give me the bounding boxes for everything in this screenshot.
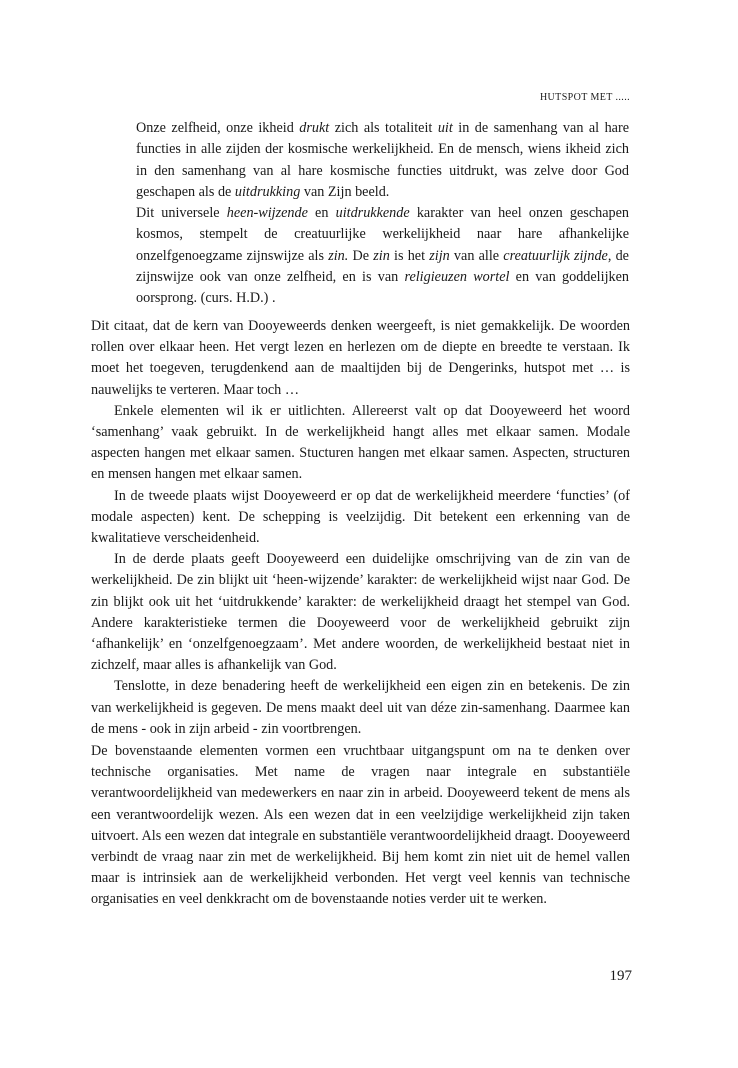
italic-emphasis: religieuzen wortel [404, 269, 510, 286]
italic-emphasis: uitdrukking [234, 183, 301, 200]
italic-emphasis: uitdrukkende [335, 205, 410, 222]
italic-emphasis: zijn [429, 247, 450, 264]
running-header: HUTSPOT MET ..... [539, 92, 630, 103]
block-quote [136, 118, 629, 310]
italic-emphasis: drukt [299, 120, 330, 136]
body-section-2 [91, 741, 630, 911]
body-section-1 [91, 316, 630, 740]
body-paragraph: De bovenstaande elementen vormen een vruchtbaar uitgangspunt om na te denken over technische organisaties. Met name de vragen naar integrale en substantiële verantwoordelijkheid van medewerkers en naar zin in arbeid. Dooyeweerd tekent de mens als een verantwoordelijk wezen. Als een wezen dat in een veelzijdige werkelijkheid zijn taken uitvoert. Als een wezen dat integrale en substantiële verantwoordelijkheid draagt. Dooyeweerd verbindt de vraag naar zin met de werkelijkheid. Bij hem komt zin niet uit de hemel vallen maar is intrinsiek aan de werkelijkheid verbonden. Het vergt veel kennis van technische organisaties en veel denkkracht om de bovenstaande noties verder uit te werken. [91, 743, 630, 908]
body-paragraph: In de tweede plaats wijst Dooyeweerd er op dat de werkelijkheid meerdere ‘functies’ (of modale aspecten) kent. De schepping is veelzijdig. Dit betekent een erkenning van de kwalitatieve verscheidenheid. [91, 487, 630, 547]
body-paragraph: In de derde plaats geeft Dooyeweerd een duidelijke omschrijving van de zin van de werkelijkheid. De zin blijkt uit ‘heen-wijzende’ karakter: de werkelijkheid wijst naar God. De zin blijkt ook uit het ‘uitdrukkende’ karakter: de werkelijkheid draagt het stempel van God. Andere karakteristieke termen die Dooyeweerd voor de werkelijkheid gebruikt zijn ‘afhankelijk’ en ‘onzelfgenoegzaam’. Met andere woorden, de werkelijkheid bestaat niet in zichzelf, maar alles is afhankelijk van God. [91, 551, 630, 674]
italic-emphasis: uit [437, 120, 453, 136]
body-paragraph: Tenslotte, in deze benadering heeft de werkelijkheid een eigen zin en betekenis. De zin van werkelijkheid is gegeven. De mens maakt deel uit van déze zin-samenhang. Daarmee kan de mens - ook in zijn arbeid - zin voortbrengen. [91, 678, 630, 737]
page-number: 197 [609, 968, 632, 984]
italic-emphasis: zin [373, 247, 390, 264]
quote-paragraph-1: Onze zelfheid, onze ikheid drukt zich als totaliteit uit in de samenhang van al hare functies in alle zijden der kosmische werkelijkheid. En de mensch, wiens ikheid zich in den samenhang van al hare kosmische functies uitdrukt, was zelve door God geschapen als de uitdrukking van Zijn beeld. [136, 120, 630, 200]
italic-emphasis: creatuurlijk zijnde [503, 247, 608, 264]
italic-emphasis: heen-wijzende [226, 205, 308, 222]
body-paragraph: Enkele elementen wil ik er uitlichten. Allereerst valt op dat Dooyeweerd het woord ‘samenhang’ vaak gebruikt. In de werkelijkheid hangt alles met elkaar samen. Modale aspecten hangen met elkaar samen. Stucturen hangen met elkaar samen. Aspecten, structuren en mensen hangen met elkaar samen. [91, 402, 630, 483]
quote-paragraph-2: Dit universele heen-wijzende en uitdrukkende karakter van heel onzen geschapen kosmos, stempelt de creatuurlijke werkelijkheid naar hare afhankelijke onzelfgenoegzame zijnswijze als zin. De zin is het zijn van alle creatuurlijk zijnde, de zijnswijze ook van onze zelfheid, en is van religieuzen wortel en van goddelijken oorsprong. (curs. H.D.) . [136, 205, 629, 307]
italic-emphasis: zin. [328, 247, 349, 264]
body-paragraph: Dit citaat, dat de kern van Dooyeweerds denken weergeeft, is niet gemakkelijk. De woorden rollen over elkaar heen. Het vergt lezen en herlezen om de diepte en breedte te verstaan. Ik moet het toegeven, terugdenkend aan de maaltijden bij de Dengerinks, hutspot met … is nauwelijks te verteren. Maar toch … [91, 318, 630, 398]
